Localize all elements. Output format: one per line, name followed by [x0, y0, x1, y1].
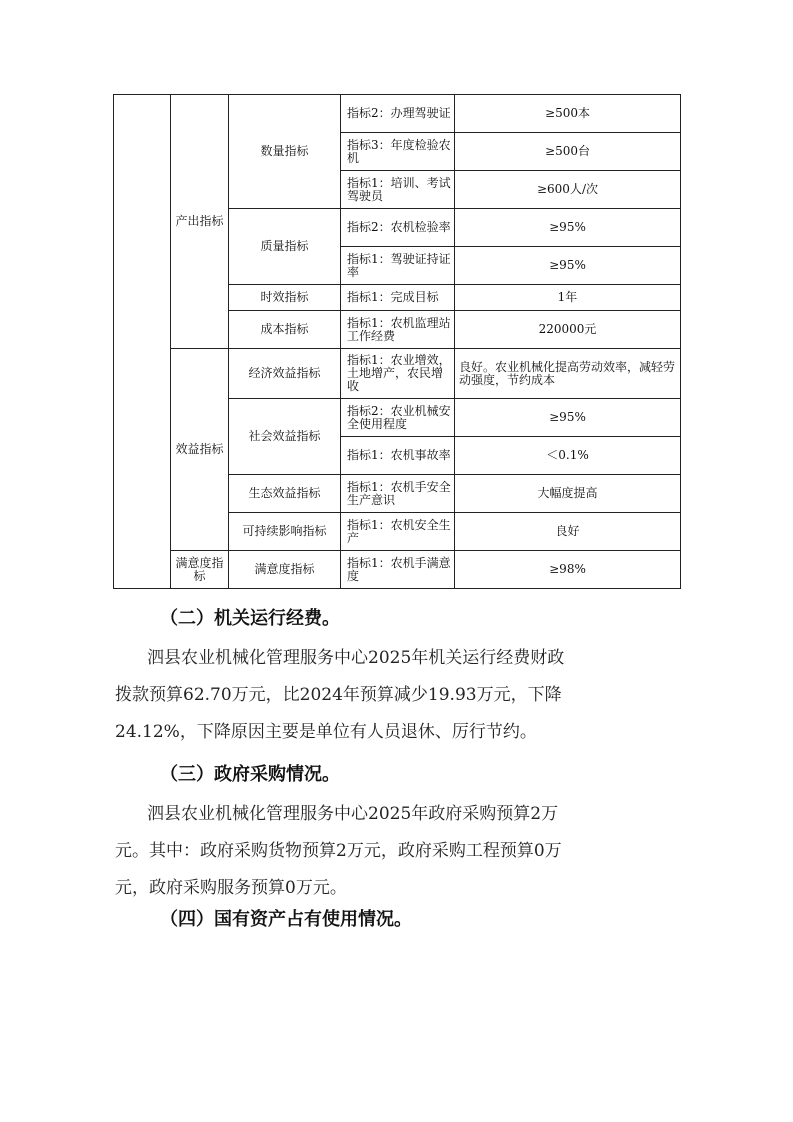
indicator-cell: 指标1：驾驶证持证率	[341, 247, 455, 285]
paragraph-line: 元，政府采购服务预算0万元。	[115, 878, 347, 898]
section-heading-government-procurement: （三）政府采购情况。	[160, 764, 340, 785]
paragraph-line: 泗县农业机械化管理服务中心2025年机关运行经费财政	[147, 648, 565, 668]
paragraph-line: 拨款预算62.70万元，比2024年预算减少19.93万元，下降	[115, 685, 562, 705]
sub-cost: 成本指标	[229, 311, 341, 349]
indicator-cell: 指标1：农机安全生产	[341, 513, 455, 551]
group-output: 产出指标	[171, 95, 229, 349]
section-heading-operating-funds: （二）机关运行经费。	[160, 608, 340, 629]
value-cell: 良好	[455, 513, 681, 551]
value-cell: ≥600人/次	[455, 171, 681, 209]
value-cell: ≥95%	[455, 247, 681, 285]
indicator-cell: 指标1：农机监理站工作经费	[341, 311, 455, 349]
value-cell: ≥98%	[455, 551, 681, 589]
sub-quality: 质量指标	[229, 209, 341, 285]
table-row	[114, 349, 681, 399]
performance-indicator-table	[113, 94, 681, 589]
group-effect: 效益指标	[171, 349, 229, 551]
indicator-cell: 指标1：培训、考试驾驶员	[341, 171, 455, 209]
indicator-cell: 指标1：农机事故率	[341, 437, 455, 475]
sub-economic: 经济效益指标	[229, 349, 341, 399]
value-cell: 大幅度提高	[455, 475, 681, 513]
indicator-cell: 指标1：农机手安全生产意识	[341, 475, 455, 513]
value-cell: ≥500台	[455, 133, 681, 171]
indicator-cell: 指标2：农机检验率	[341, 209, 455, 247]
value-cell: ＜0.1%	[455, 437, 681, 475]
value-cell: 良好。农业机械化提高劳动效率，减轻劳动强度，节约成本	[455, 349, 681, 399]
sub-quantity: 数量指标	[229, 95, 341, 209]
paragraph-government-procurement	[115, 796, 685, 907]
indicator-cell: 指标2：办理驾驶证	[341, 95, 455, 133]
paragraph-line: 24.12%，下降原因主要是单位有人员退休、厉行节约。	[115, 722, 537, 742]
paragraph-line: 元。其中：政府采购货物预算2万元，政府采购工程预算0万	[115, 841, 562, 861]
group-satisfaction: 满意度指标	[171, 551, 229, 589]
indicator-cell: 指标1：农机手满意度	[341, 551, 455, 589]
sub-sustainable: 可持续影响指标	[229, 513, 341, 551]
value-cell: 1年	[455, 285, 681, 311]
value-cell: ≥500本	[455, 95, 681, 133]
sub-satisfaction: 满意度指标	[229, 551, 341, 589]
sub-ecological: 生态效益指标	[229, 475, 341, 513]
indicator-cell: 指标2：农业机械安全使用程度	[341, 399, 455, 437]
indicator-cell: 指标1：完成目标	[341, 285, 455, 311]
indicator-cell: 指标1：农业增效，土地增产，农民增收	[341, 349, 455, 399]
sub-social: 社会效益指标	[229, 399, 341, 475]
value-cell: ≥95%	[455, 399, 681, 437]
table-row	[114, 551, 681, 589]
section-heading-state-assets: （四）国有资产占有使用情况。	[160, 909, 412, 930]
indicator-cell: 指标3：年度检验农机	[341, 133, 455, 171]
table-row	[114, 95, 681, 133]
paragraph-line: 泗县农业机械化管理服务中心2025年政府采购预算2万	[147, 804, 559, 824]
sub-timeliness: 时效指标	[229, 285, 341, 311]
paragraph-operating-funds	[115, 640, 685, 751]
value-cell: 220000元	[455, 311, 681, 349]
first-level-empty-cell	[114, 95, 171, 589]
value-cell: ≥95%	[455, 209, 681, 247]
